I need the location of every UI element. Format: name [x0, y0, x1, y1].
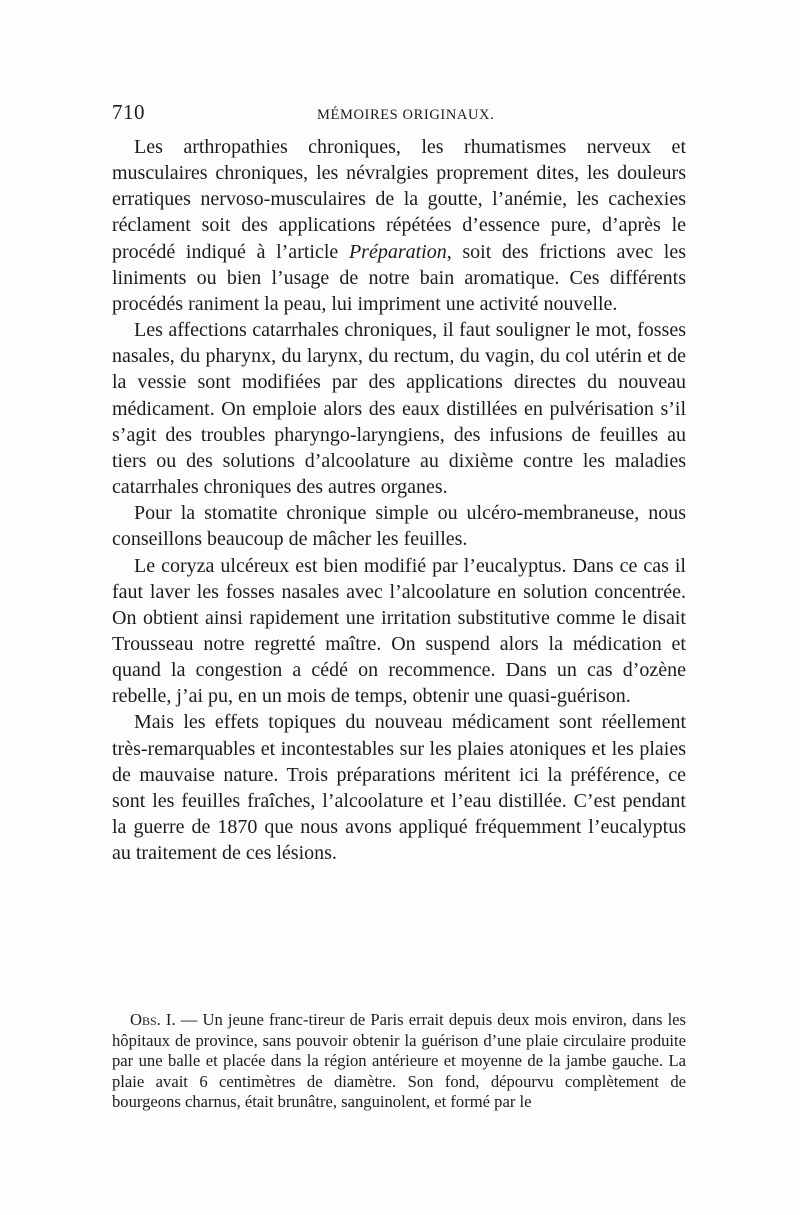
paragraph-plaies-atoniques: Mais les effets topiques du nouveau médicament sont réellement très-remarquables et incontestables sur les plaies atoniques et les plaies de mauvaise nature. Trois préparations méritent ici la préférence, ce sont les feuilles fraîches, l’alcoolature et l’eau distillée. C’est pendant la guerre de 1870 que nous avons appliqué fréquemment l’eucalyptus au traitement de ces lésions.: [112, 711, 686, 865]
observation-block: [112, 1010, 686, 1113]
italic-reference: Préparation: [348, 240, 447, 263]
page-number: 710: [112, 100, 145, 124]
paragraph-stomatite: Pour la stomatite chronique simple ou ulcéro-membraneuse, nous conseillons beaucoup de mâcher les feuilles.: [112, 502, 686, 551]
page-header: [112, 100, 686, 130]
observation-paragraph: [112, 1010, 686, 1113]
paragraph-text: Les arthropathies chroniques, les rhumatismes nerveux et musculaires chroniques, les névralgies proprement dites, les douleurs erratiques nervoso-musculaires de la goutte, l’anémie, les cachexies réclament soit des applications répétées d’essence pure, d’après le procédé indiqué à l’article: [112, 136, 686, 263]
running-title: MÉMOIRES ORIGINAUX.: [317, 107, 495, 123]
body-text: [112, 134, 686, 866]
paragraph-coryza: Le coryza ulcéreux est bien modifié par l’eucalyptus. Dans ce cas il faut laver les fosses nasales avec l’alcoolature en solution concentrée. On obtient ainsi rapidement une irritation substitutive comme le disait Trousseau notre regretté maître. On suspend alors la médication et quand la congestion a cédé on recommence. Dans un cas d’ozène rebelle, j’ai pu, en un mois de temps, obtenir une quasi-guérison.: [112, 554, 686, 708]
observation-text: — Un jeune franc-tireur de Paris errait depuis deux mois environ, dans les hôpitaux de province, sans pouvoir obtenir la guérison d’une plaie circulaire produite par une balle et placée dans la région antérieure et moyenne de la jambe gauche. La plaie avait 6 centimètres de diamètre. Son fond, dépourvu complètement de bourgeons charnus, était brunâtre, sanguinolent, et formé par le: [112, 1010, 687, 1112]
paragraph-affections-catarrhales: Les affections catarrhales chroniques, il faut souligner le mot, fosses nasales, du pharynx, du larynx, du rectum, du vagin, du col utérin et de la vessie sont modifiées par des applications directes du nouveau médicament. On emploie alors des eaux distillées en pulvérisation s’il s’agit des troubles pharyngo-laryngiens, des infusions de feuilles au tiers ou des solutions d’alcoolature au dixième contre les maladies catarrhales chroniques des autres organes.: [112, 319, 686, 499]
paragraph-text: , soit des frictions avec les liniments ou bien l’usage de notre bain aromatique. Ces différents procédés raniment la peau, lui impriment une activité nouvelle.: [112, 240, 687, 315]
observation-label: Obs. I.: [130, 1010, 176, 1029]
paragraph-arthropathies: [112, 134, 686, 317]
